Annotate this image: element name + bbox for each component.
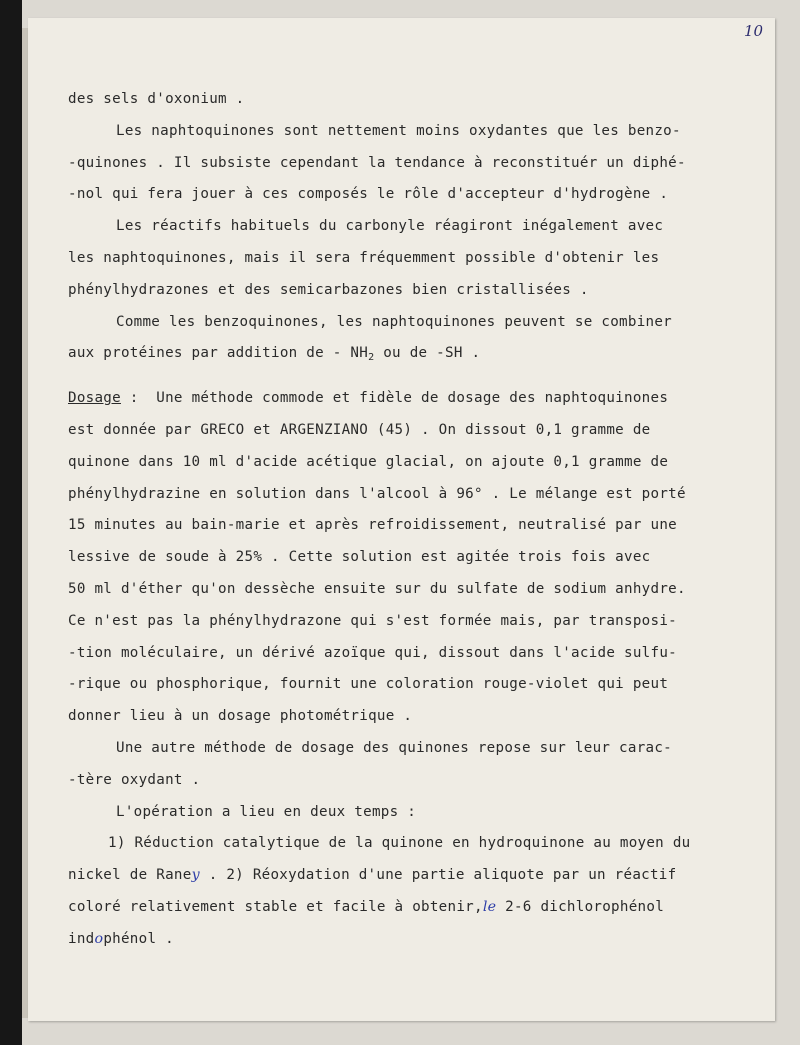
text-line: -tère oxydant . (68, 771, 201, 788)
text-line: -rique ou phosphorique, fournit une coloration rouge-violet qui peut (68, 676, 669, 693)
handwritten-correction: le (482, 898, 497, 915)
text-line: des sels d'oxonium . (68, 91, 245, 107)
body-text (68, 84, 738, 956)
text-line: les naphtoquinones, mais il sera fréquemment possible d'obtenir les (68, 249, 660, 266)
text-line (68, 338, 738, 370)
text-fragment: 2-6 dichlorophénol (496, 898, 665, 915)
text-line: Comme les benzoquinones, les naphtoquinones peuvent se combiner (116, 313, 673, 330)
text-fragment: ind (68, 930, 95, 947)
text-line: -nol qui fera jouer à ces composés le rôle d'accepteur d'hydrogène . (68, 186, 669, 203)
text-line: 15 minutes au bain-marie et après refroidissement, neutralisé par une (68, 517, 677, 534)
text-fragment: coloré relativement stable et facile à obtenir, (68, 898, 483, 915)
text-fragment: : Une méthode commode et fidèle de dosage des naphtoquinones (120, 390, 669, 407)
text-line (68, 860, 738, 892)
text-line: Ce n'est pas la phénylhydrazone qui s'est formée mais, par transposi- (68, 612, 677, 629)
text-line: phénylhydrazine en solution dans l'alcool à 96° . Le mélange est porté (68, 485, 686, 502)
text-line: L'opération a lieu en deux temps : (116, 803, 417, 820)
text-line: Les réactifs habituels du carbonyle réagiront inégalement avec (116, 218, 664, 235)
text-line: phénylhydrazones et des semicarbazones bien cristallisées . (68, 281, 589, 298)
subscript: 2 (368, 352, 375, 364)
text-line: quinone dans 10 ml d'acide acétique glacial, on ajoute 0,1 gramme de (68, 453, 669, 470)
section-heading: Dosage (68, 390, 121, 407)
text-line: donner lieu à un dosage photométrique . (68, 708, 413, 725)
text-fragment: phénol . (103, 930, 174, 947)
text-line: Les naphtoquinones sont nettement moins oxydantes que les benzo- (116, 122, 681, 139)
handwritten-correction: y (191, 867, 200, 884)
text-line: 50 ml d'éther qu'on dessèche ensuite sur du sulfate de sodium anhydre. (68, 580, 686, 597)
text-fragment: nickel de Rane (68, 867, 192, 884)
text-line (68, 924, 738, 956)
text-fragment: ou de -SH . (374, 345, 481, 362)
text-line: 1) Réduction catalytique de la quinone en hydroquinone au moyen du (108, 835, 691, 852)
text-line: lessive de soude à 25% . Cette solution est agitée trois fois avec (68, 549, 651, 566)
text-line: -tion moléculaire, un dérivé azoïque qui, dissout dans l'acide sulfu- (68, 644, 677, 661)
text-line: -quinones . Il subsiste cependant la tendance à reconstituér un diphé- (68, 154, 686, 171)
text-line (68, 383, 738, 415)
page-number: 10 (744, 22, 764, 40)
text-line (68, 892, 738, 924)
paragraph-gap (68, 370, 738, 383)
handwritten-correction: o (94, 930, 104, 947)
text-fragment: . 2) Réoxydation d'une partie aliquote par un réactif (199, 867, 677, 884)
text-line: est donnée par GRECO et ARGENZIANO (45) . On dissout 0,1 gramme de (68, 421, 651, 438)
book-binding (0, 0, 22, 1045)
text-line: Une autre méthode de dosage des quinones repose sur leur carac- (116, 739, 673, 756)
text-fragment: aux protéines par addition de - NH (68, 345, 369, 362)
